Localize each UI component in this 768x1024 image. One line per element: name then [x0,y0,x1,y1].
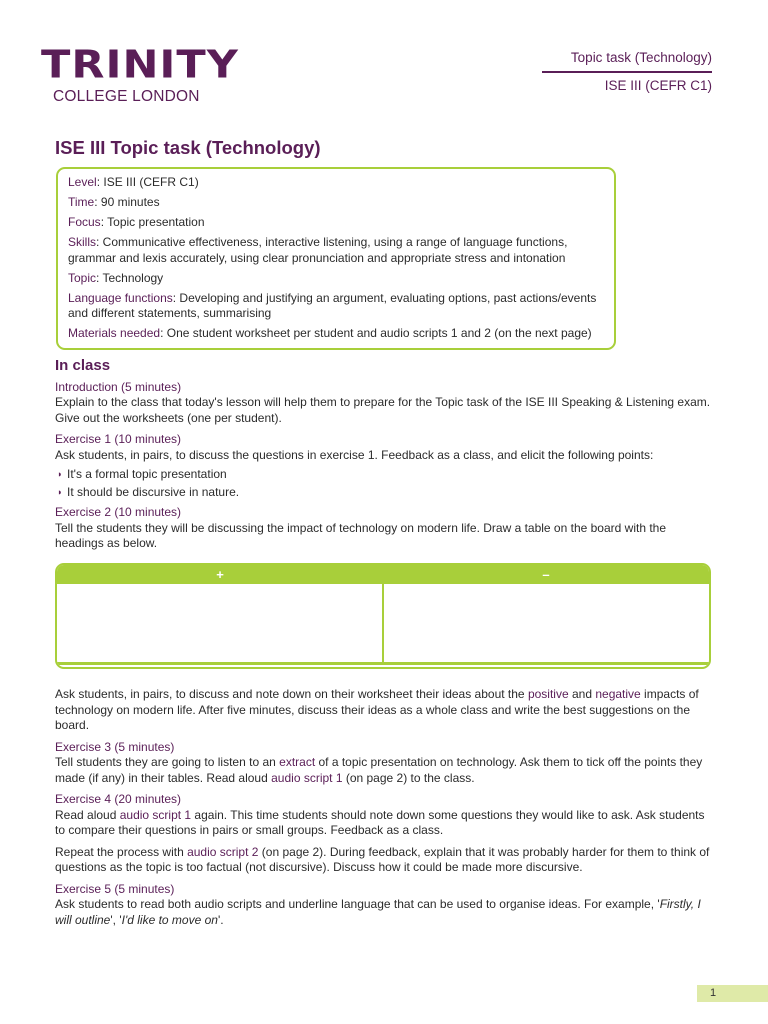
page-number: 1 [697,985,768,1002]
positive-negative-text: Ask students, in pairs, to discuss and note down on their worksheet their ideas about the positive and negative impacts of technology on modern life. After five minutes, discuss their ideas as a whole class and write the best suggestions on the board. [55,687,699,732]
page-title: ISE III Topic task (Technology) [55,137,321,158]
exercise-3-heading: Exercise 3 (5 minutes) [55,739,175,754]
exercise-1-text: Ask students, in pairs, to discuss the questions in exercise 1. Feedback as a class, and elicit the following points: [55,447,654,462]
info-label: Focus [68,215,101,229]
exercise-5-heading: Exercise 5 (5 minutes) [55,881,175,896]
example-phrase-2: I'd like to move on [121,912,218,927]
info-value: : Technology [96,270,164,285]
exercise-4-text-2: Repeat the process with audio script 2 (on page 2). During feedback, explain that it was probably harder for them to think of questions as the topic is too factual (not discursive). Discuss how it could be made more discursive. [55,844,710,875]
exercise-2-text: Tell the students they will be discussing the impact of technology on modern life. Draw a table on the board with the headings as below. [55,520,667,551]
info-label: Skills [68,235,97,249]
in-class-section [55,356,715,558]
info-value: : One student worksheet per student and audio scripts 1 and 2 (on the next page) [160,326,592,340]
bullet-icon: ◗ [57,487,63,498]
impact-table [55,563,711,669]
table-cell-positive [57,584,384,662]
section-heading: In class [55,357,111,374]
info-label: Materials needed [68,326,161,340]
intro-text: Explain to the class that today's lesson will help them to prepare for the Topic task of the ISE III Speaking & Listening exam. Give out the worksheets (one per student). [55,395,711,425]
document-header [542,49,712,94]
table-footer-bar [57,662,709,665]
highlight-negative: negative [595,687,641,701]
exercise-1-points [55,465,715,501]
exercises-section [55,687,715,934]
info-value: : Developing and justifying an argument, evaluating options, past actions/events and different statements, summarising [68,290,597,320]
highlight-audio-script-1: audio script 1 [119,807,192,822]
info-label: Level [68,175,97,189]
exercise-4-text: Read aloud audio script 1 again. This time students should note down some questions they would like to ask. Ask students to compare their questions in pairs or small groups. Feedback as a class. [55,807,705,838]
info-materials [68,326,606,342]
table-header-positive: + [216,567,224,582]
info-functions [68,291,606,322]
highlight-positive: positive [527,687,569,701]
table-header [57,565,709,584]
logo-subtitle: COLLEGE LONDON [53,88,200,105]
bullet-icon: ◗ [57,469,63,480]
table-body [57,584,709,662]
info-time [68,195,606,211]
info-level [68,175,606,191]
info-value: : Topic presentation [100,215,205,229]
exercise-1-heading: Exercise 1 (10 minutes) [55,432,182,447]
info-skills [68,235,606,266]
exercise-3-text: Tell students they are going to listen to an extract of a topic presentation on technology. Ask them to tick off the points they made (if any) in their tables. Read aloud audio script 1 (on page 2) to the class. [55,755,703,785]
table-header-negative: – [542,567,550,582]
list-item: ◗ It should be discursive in nature. [57,485,240,500]
lesson-info-box [56,167,616,350]
info-value: : Communicative effectiveness, interactive listening, using a range of language functions, grammar and lexis accurately, using clear pronunciation and appropriate stress and intonation [68,235,568,265]
info-value: : 90 minutes [94,195,160,209]
highlight-extract: extract [279,755,316,770]
exercise-2-heading: Exercise 2 (10 minutes) [55,505,182,520]
header-level: ISE III (CEFR C1) [604,77,712,93]
info-value: : ISE III (CEFR C1) [96,175,199,189]
info-label: Topic [68,270,97,285]
exercise-5-text: Ask students to read both audio scripts and underline language that can be used to organise ideas. For example, 'Firstly, I will outline', 'I'd like to move on'. [55,897,701,927]
highlight-audio-script-2: audio script 2 [187,844,259,859]
info-topic [68,271,606,287]
list-item: ◗ It's a formal topic presentation [57,467,227,482]
example-phrase-1: Firstly, I will outline [55,897,701,927]
info-label: Language functions [68,290,173,305]
highlight-audio-script-1: audio script 1 [271,770,343,785]
info-focus [68,215,606,231]
logo-wordmark: TRINITY [41,42,239,88]
exercise-4-heading: Exercise 4 (20 minutes) [55,792,182,807]
info-label: Time [68,195,95,209]
header-task: Topic task (Technology) [542,49,712,73]
intro-heading: Introduction (5 minutes) [55,379,182,394]
table-cell-negative [384,584,709,662]
trinity-logo [41,42,239,107]
